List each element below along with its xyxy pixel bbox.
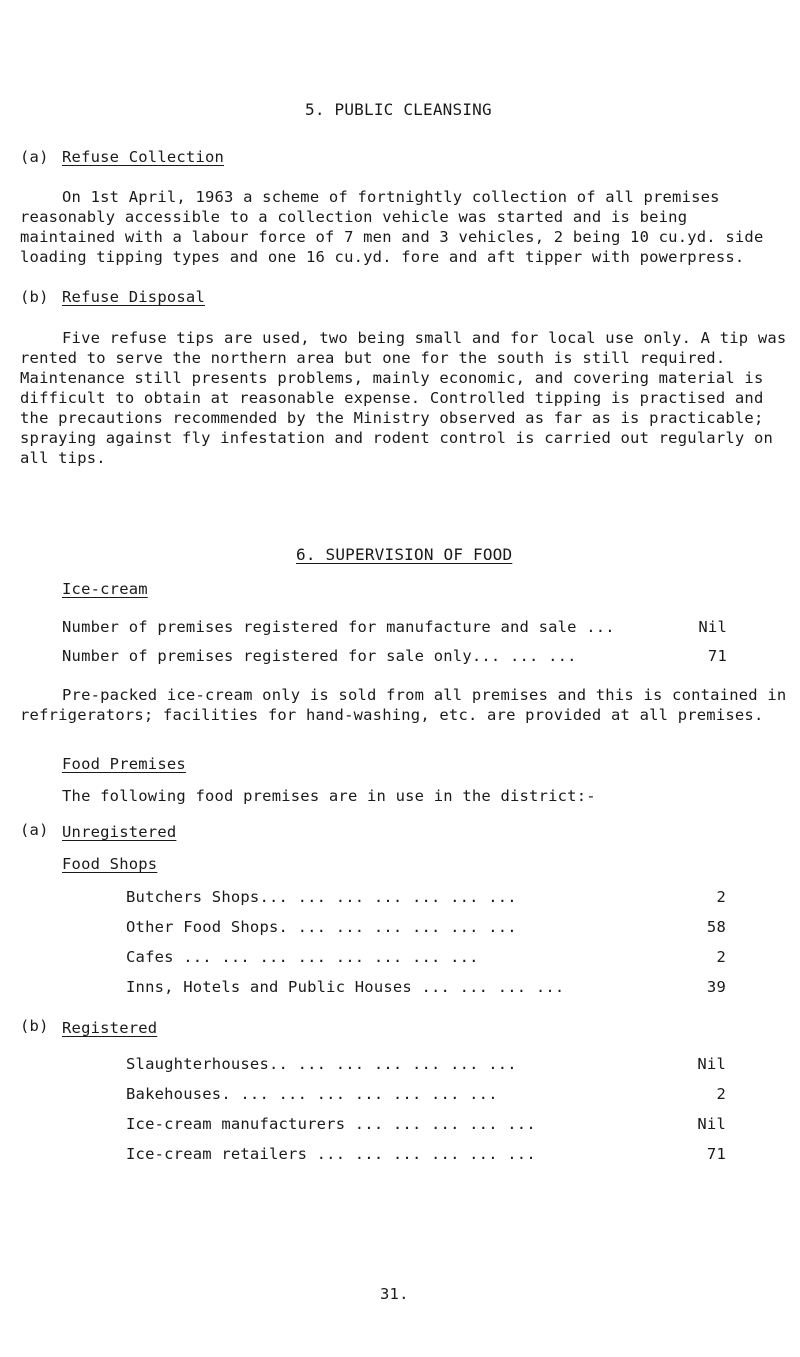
unregistered-title: Unregistered: [62, 823, 177, 841]
section-5b-marker: (b): [20, 288, 49, 306]
list-item-label: Bakehouses. ... ... ... ... ... ... ...: [126, 1085, 498, 1103]
ice-cream-text: Pre-packed ice-cream only is sold from all premises and this is contained in refrigerators; facilities for hand-washing, etc. are provided at all premises.: [20, 686, 787, 724]
section-5-heading: 5. PUBLIC CLEANSING: [305, 100, 492, 119]
food-premises-intro: The following food premises are in use in the district:-: [62, 787, 596, 805]
refuse-collection-text: On 1st April, 1963 a scheme of fortnightly collection of all premises reasonably accessible to a collection vehicle was started and is being maintained with a labour force of 7 men and 3 vehicles, 2 being 10 cu.yd. side loading tipping types and one 16 cu.yd. fore and aft tipper with powerpress.: [20, 188, 764, 266]
refuse-collection-title: Refuse Collection: [62, 148, 225, 166]
ic-row-value: Nil: [698, 618, 727, 636]
ic-row-sale: [62, 647, 727, 669]
list-item-label: Butchers Shops... ... ... ... ... ... ...: [126, 888, 517, 906]
ic-row-label: Number of premises registered for sale only... ... ...: [62, 647, 577, 665]
list-item: [126, 1085, 726, 1107]
section-6a-marker: (a): [20, 821, 49, 839]
ic-row-label: Number of premises registered for manufacture and sale ...: [62, 618, 615, 636]
section-6b-marker: (b): [20, 1017, 49, 1035]
ic-row-manufacture: [62, 618, 727, 640]
registered-title: Registered: [62, 1019, 158, 1037]
list-item-label: Slaughterhouses.. ... ... ... ... ... ...: [126, 1055, 517, 1073]
list-item: [126, 918, 726, 940]
food-shops-title: Food Shops: [62, 855, 158, 873]
list-item: [126, 888, 726, 910]
list-item-label: Other Food Shops. ... ... ... ... ... ...: [126, 918, 517, 936]
refuse-disposal-title: Refuse Disposal: [62, 288, 205, 306]
list-item-value: Nil: [697, 1115, 726, 1133]
refuse-disposal-text: Five refuse tips are used, two being small and for local use only. A tip was rented to serve the northern area but one for the south is still required. Maintenance still presents problems, mainly economic, and covering material is difficult to obtain at reasonable expense. Controlled tipping is practised and the precautions recommended by the Ministry observed as far as is practicable; spraying against fly infestation and rodent control is carried out regularly on all tips.: [20, 329, 787, 467]
list-item-value: 58: [706, 918, 726, 936]
list-item-value: 2: [716, 948, 726, 966]
list-item-label: Ice-cream manufacturers ... ... ... ... ...: [126, 1115, 536, 1133]
list-item: [126, 1055, 726, 1077]
section-6-heading: 6. SUPERVISION OF FOOD: [296, 545, 513, 564]
list-item: [126, 978, 726, 1000]
list-item-value: Nil: [697, 1055, 726, 1073]
list-item: [126, 1145, 726, 1167]
ic-row-value: 71: [707, 647, 727, 665]
food-premises-title: Food Premises: [62, 755, 186, 773]
list-item-value: 39: [706, 978, 726, 996]
list-item-value: 71: [706, 1145, 726, 1163]
list-item-label: Inns, Hotels and Public Houses ... ... ... ...: [126, 978, 565, 996]
list-item: [126, 948, 726, 970]
list-item: [126, 1115, 726, 1137]
list-item-value: 2: [716, 1085, 726, 1103]
section-5a-marker: (a): [20, 148, 49, 166]
ice-cream-title: Ice-cream: [62, 580, 148, 598]
list-item-value: 2: [716, 888, 726, 906]
page-number: 31.: [380, 1285, 409, 1303]
list-item-label: Ice-cream retailers ... ... ... ... ... ...: [126, 1145, 536, 1163]
list-item-label: Cafes ... ... ... ... ... ... ... ...: [126, 948, 479, 966]
